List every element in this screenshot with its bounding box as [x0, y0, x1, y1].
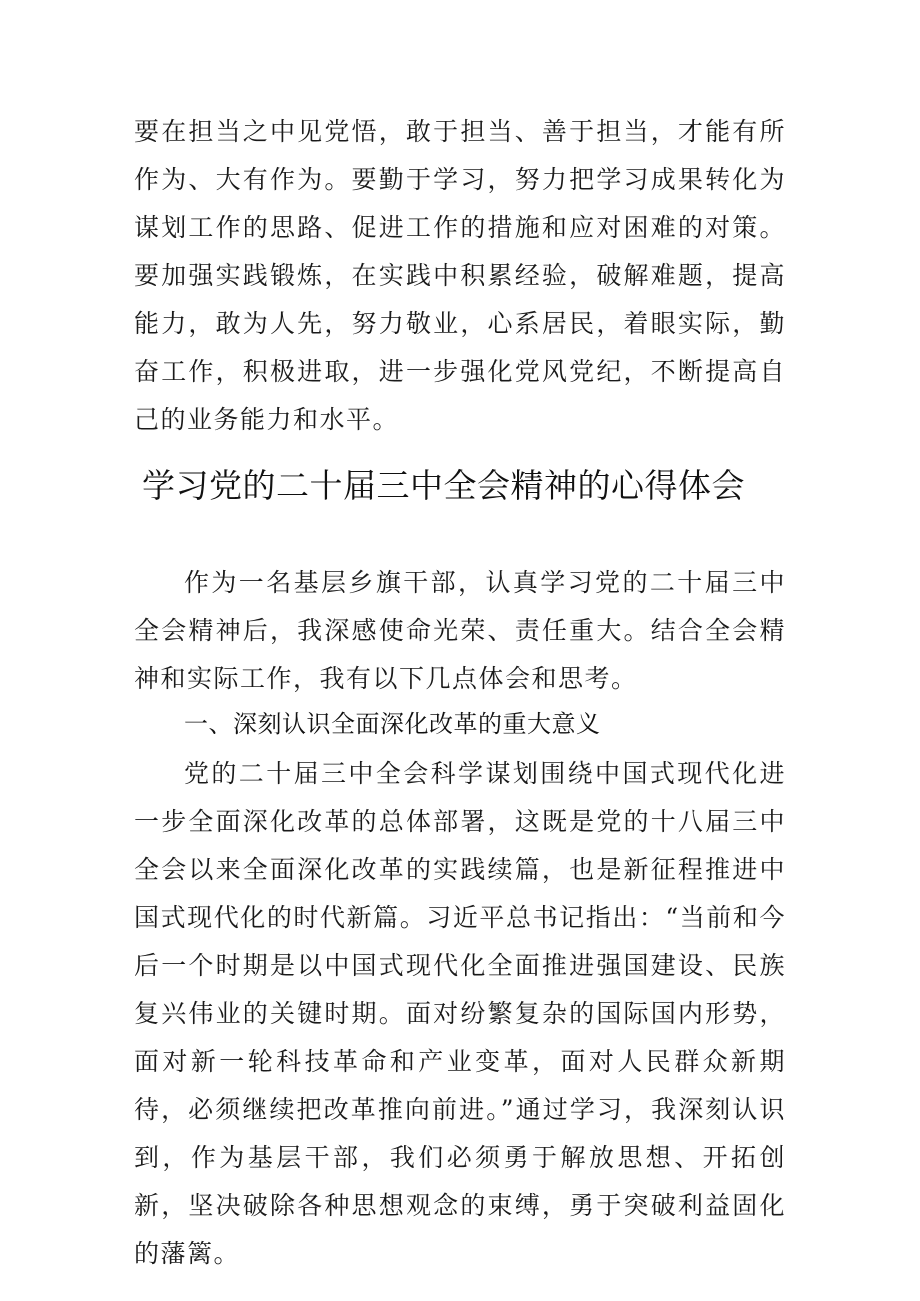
page-title: 学习党的二十届三中全会精神的心得体会 — [142, 466, 745, 505]
paragraph-section-body: 党的二十届三中全会科学谋划围绕中国式现代化进一步全面深化改革的总体部署，这既是党的十八届三中全会以来全面深化改革的实践续篇，也是新征程推进中国式现代化的时代新篇。习近平总书记指出：“当前和今后一个时期是以中国式现代化全面推进强国建设、民族复兴伟业的关键时期。面对纷繁复杂的国际国内形势，面对新一轮科技革命和产业变革，面对人民群众新期待，必须继续把改革推向前进。”通过学习，我深刻认识到，作为基层干部，我们必须勇于解放思想、开拓创新，坚决破除各种思想观念的束缚，勇于突破利益固化的藩篱。 — [134, 759, 786, 1268]
paragraph-intro: 作为一名基层乡旗干部，认真学习党的二十届三中全会精神后，我深感使命光荣、责任重大。结合全会精神和实际工作，我有以下几点体会和思考。 — [134, 568, 786, 693]
paragraph-continued: 要在担当之中见党悟，敢于担当、善于担当，才能有所作为、大有作为。要勤于学习，努力把学习成果转化为谋划工作的思路、促进工作的措施和应对困难的对策。要加强实践锻炼，在实践中积累经验，破解难题，提高能力，敢为人先，努力敬业，心系居民，着眼实际，勤奋工作，积极进取，进一步强化党风党纪，不断提高自己的业务能力和水平。 — [134, 117, 786, 434]
section-heading: 一、深刻认识全面深化改革的重大意义 — [184, 710, 601, 738]
